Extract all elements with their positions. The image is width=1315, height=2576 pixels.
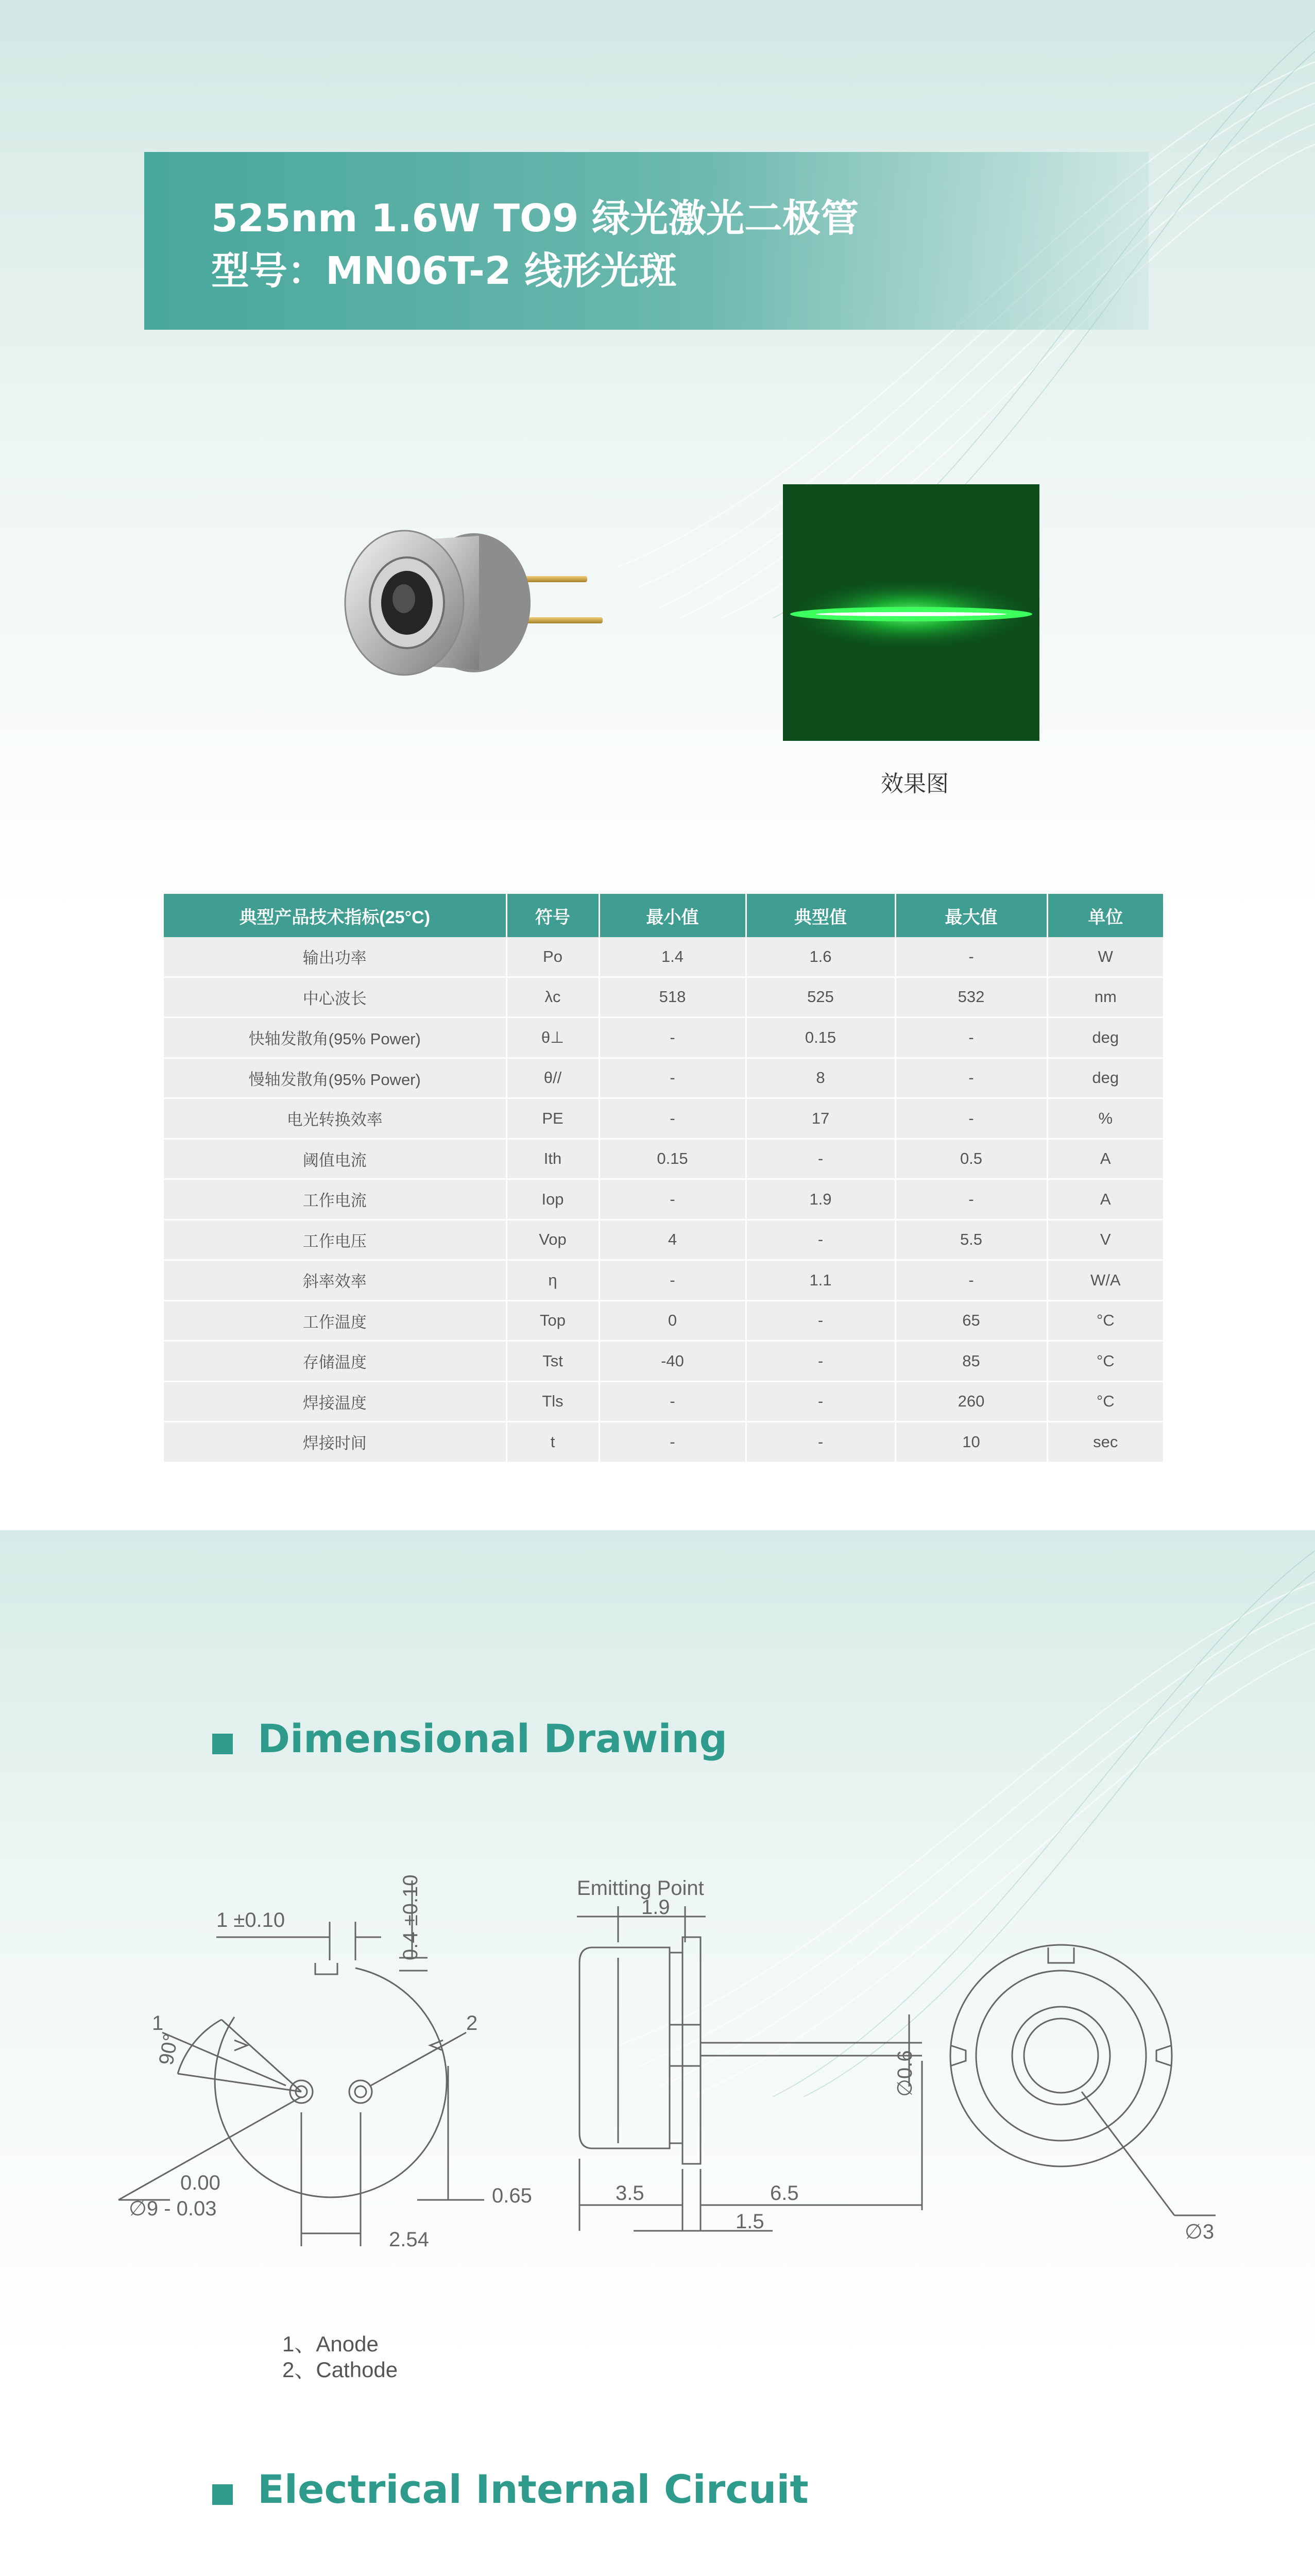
table-cell: W/A bbox=[1047, 1260, 1163, 1301]
table-cell: 中心波长 bbox=[164, 977, 506, 1018]
table-cell: 阈值电流 bbox=[164, 1139, 506, 1179]
col-header: 典型值 bbox=[746, 894, 895, 937]
table-cell: 518 bbox=[599, 977, 746, 1018]
product-title: 525nm 1.6W TO9 绿光激光二极管 bbox=[211, 196, 859, 241]
effect-caption: 效果图 bbox=[881, 771, 949, 797]
table-cell: t bbox=[506, 1422, 599, 1463]
legend-anode: 1、Anode bbox=[282, 2332, 379, 2356]
dim-label: 3.5 bbox=[616, 2182, 644, 2205]
table-cell: 1.1 bbox=[746, 1260, 895, 1301]
table-cell: -40 bbox=[599, 1341, 746, 1382]
dim-label: ∅9 - 0.03 bbox=[129, 2197, 217, 2220]
dim-label: 90° bbox=[155, 2032, 183, 2067]
table-cell: 1.9 bbox=[746, 1179, 895, 1220]
table-cell: - bbox=[599, 1260, 746, 1301]
table-cell: 5.5 bbox=[895, 1219, 1047, 1260]
table-cell: 慢轴发散角(95% Power) bbox=[164, 1058, 506, 1098]
table-cell: Top bbox=[506, 1300, 599, 1341]
dim-label: 0.65 bbox=[492, 2184, 532, 2207]
table-row bbox=[164, 1058, 1163, 1098]
table-cell: - bbox=[746, 1341, 895, 1382]
table-cell: PE bbox=[506, 1098, 599, 1139]
spec-table bbox=[164, 894, 1163, 1463]
table-row bbox=[164, 1260, 1163, 1301]
model-subtitle: 型号：MN06T-2 线形光斑 bbox=[211, 249, 677, 293]
table-cell: - bbox=[895, 1260, 1047, 1301]
dim-label: 0.00 bbox=[180, 2172, 220, 2194]
table-row bbox=[164, 977, 1163, 1018]
col-header: 符号 bbox=[506, 894, 599, 937]
table-cell: - bbox=[895, 1098, 1047, 1139]
table-row bbox=[164, 1300, 1163, 1341]
table-row bbox=[164, 1179, 1163, 1220]
table-cell: - bbox=[895, 1018, 1047, 1058]
table-cell: 65 bbox=[895, 1300, 1047, 1341]
table-cell: 532 bbox=[895, 977, 1047, 1018]
dim-label: Emitting Point bbox=[577, 1877, 704, 1900]
table-cell: η bbox=[506, 1260, 599, 1301]
beam-effect-image bbox=[783, 484, 1039, 741]
table-row bbox=[164, 1018, 1163, 1058]
table-cell: V bbox=[1047, 1219, 1163, 1260]
pin-label: 2 bbox=[466, 2012, 478, 2035]
table-cell: 电光转换效率 bbox=[164, 1098, 506, 1139]
table-cell: Po bbox=[506, 937, 599, 977]
table-cell: Tst bbox=[506, 1341, 599, 1382]
table-cell: 工作电压 bbox=[164, 1219, 506, 1260]
table-cell: 10 bbox=[895, 1422, 1047, 1463]
drawing-section bbox=[0, 1530, 1315, 2576]
legend-cathode: 2、Cathode bbox=[282, 2358, 398, 2382]
table-row bbox=[164, 1341, 1163, 1382]
table-cell: 0 bbox=[599, 1300, 746, 1341]
table-row bbox=[164, 1381, 1163, 1422]
table-cell: 焊接时间 bbox=[164, 1422, 506, 1463]
product-photo bbox=[340, 510, 618, 732]
table-cell: 输出功率 bbox=[164, 937, 506, 977]
table-cell: deg bbox=[1047, 1018, 1163, 1058]
table-cell: - bbox=[895, 1179, 1047, 1220]
dim-label: 1.5 bbox=[736, 2210, 764, 2233]
table-row bbox=[164, 1422, 1163, 1463]
table-cell: 1.4 bbox=[599, 937, 746, 977]
table-cell: - bbox=[599, 1098, 746, 1139]
col-header: 典型产品技术指标(25°C) bbox=[164, 894, 506, 937]
table-row bbox=[164, 1139, 1163, 1179]
table-cell: - bbox=[746, 1381, 895, 1422]
table-cell: - bbox=[599, 1381, 746, 1422]
table-cell: 260 bbox=[895, 1381, 1047, 1422]
table-cell: - bbox=[746, 1219, 895, 1260]
dim-label: ∅3 bbox=[1185, 2221, 1215, 2243]
table-cell: % bbox=[1047, 1098, 1163, 1139]
table-cell: 4 bbox=[599, 1219, 746, 1260]
table-cell: 焊接温度 bbox=[164, 1381, 506, 1422]
pin-label: 1 bbox=[152, 2012, 164, 2035]
table-cell: Iop bbox=[506, 1179, 599, 1220]
pin-legend bbox=[282, 2331, 398, 2383]
table-cell: 工作温度 bbox=[164, 1300, 506, 1341]
dim-label: 1 ±0.10 bbox=[216, 1909, 285, 1931]
col-header: 最小值 bbox=[599, 894, 746, 937]
heading-bullet bbox=[212, 1734, 233, 1754]
table-cell: W bbox=[1047, 937, 1163, 977]
table-cell: λc bbox=[506, 977, 599, 1018]
dim-label: 2.54 bbox=[389, 2228, 429, 2251]
table-cell: θ⊥ bbox=[506, 1018, 599, 1058]
table-cell: - bbox=[746, 1139, 895, 1179]
table-cell: 17 bbox=[746, 1098, 895, 1139]
dim-label: 1.9 bbox=[641, 1896, 670, 1919]
table-cell: A bbox=[1047, 1179, 1163, 1220]
table-cell: 1.6 bbox=[746, 937, 895, 977]
table-cell: sec bbox=[1047, 1422, 1163, 1463]
table-cell: θ// bbox=[506, 1058, 599, 1098]
table-header-row bbox=[164, 894, 1163, 937]
table-cell: 85 bbox=[895, 1341, 1047, 1382]
table-cell: - bbox=[746, 1300, 895, 1341]
table-cell: 0.5 bbox=[895, 1139, 1047, 1179]
table-cell: - bbox=[599, 1058, 746, 1098]
table-cell: 0.15 bbox=[599, 1139, 746, 1179]
table-cell: Vop bbox=[506, 1219, 599, 1260]
table-cell: - bbox=[895, 937, 1047, 977]
table-cell: Tls bbox=[506, 1381, 599, 1422]
dim-label: ∅0.6 bbox=[894, 2050, 916, 2097]
table-cell: 快轴发散角(95% Power) bbox=[164, 1018, 506, 1058]
table-cell: nm bbox=[1047, 977, 1163, 1018]
heading-bullet bbox=[212, 2484, 233, 2505]
table-cell: 525 bbox=[746, 977, 895, 1018]
table-cell: Ith bbox=[506, 1139, 599, 1179]
table-cell: - bbox=[599, 1179, 746, 1220]
dimensional-drawing bbox=[0, 1839, 1315, 2354]
table-cell: - bbox=[895, 1058, 1047, 1098]
table-cell: - bbox=[599, 1018, 746, 1058]
dim-label: 6.5 bbox=[770, 2182, 799, 2205]
col-header: 最大值 bbox=[895, 894, 1047, 937]
table-row bbox=[164, 1098, 1163, 1139]
table-cell: 0.15 bbox=[746, 1018, 895, 1058]
dim-label: 0.4 ±0.10 bbox=[399, 1874, 422, 1960]
table-cell: A bbox=[1047, 1139, 1163, 1179]
spec-table-body bbox=[164, 937, 1163, 1462]
circuit-heading: Electrical Internal Circuit bbox=[258, 2466, 809, 2512]
title-band bbox=[144, 152, 1149, 330]
table-cell: deg bbox=[1047, 1058, 1163, 1098]
col-header: 单位 bbox=[1047, 894, 1163, 937]
table-cell: 存储温度 bbox=[164, 1341, 506, 1382]
table-cell: - bbox=[599, 1422, 746, 1463]
table-cell: 8 bbox=[746, 1058, 895, 1098]
front-view-outline bbox=[215, 1968, 447, 2197]
table-cell: °C bbox=[1047, 1381, 1163, 1422]
dimensional-heading: Dimensional Drawing bbox=[258, 1716, 727, 1761]
table-cell: - bbox=[746, 1422, 895, 1463]
table-cell: 斜率效率 bbox=[164, 1260, 506, 1301]
table-row bbox=[164, 1219, 1163, 1260]
table-cell: °C bbox=[1047, 1300, 1163, 1341]
table-cell: °C bbox=[1047, 1341, 1163, 1382]
table-cell: 工作电流 bbox=[164, 1179, 506, 1220]
table-row bbox=[164, 937, 1163, 977]
